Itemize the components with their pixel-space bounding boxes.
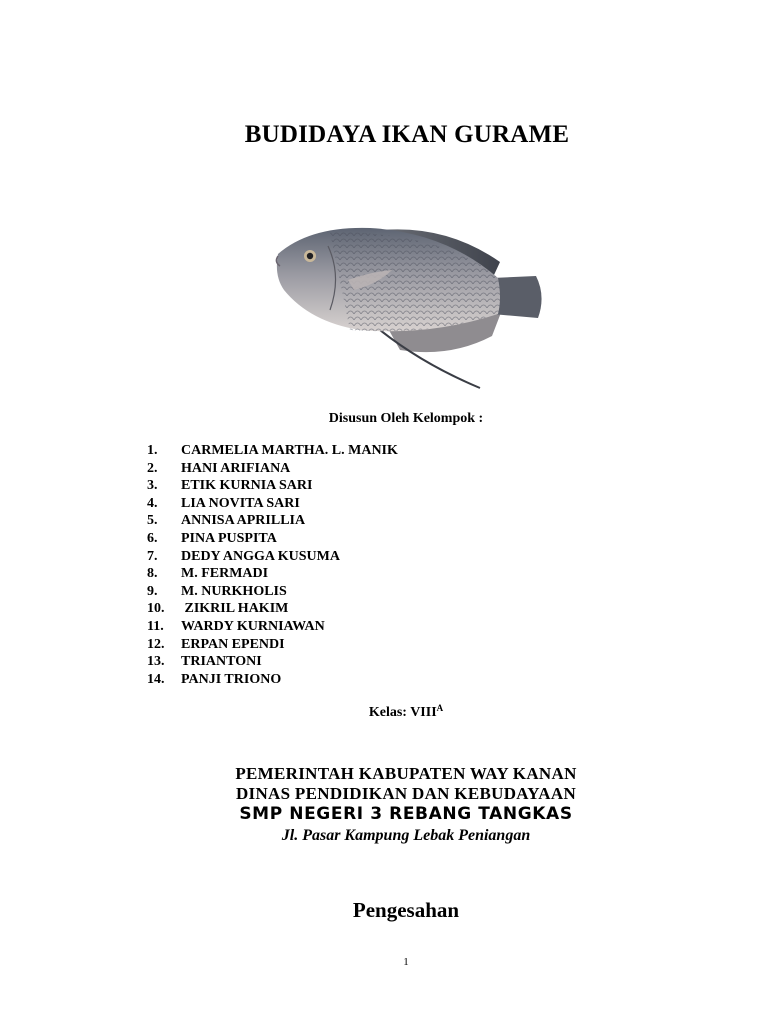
page-number: 1 <box>403 956 409 968</box>
member-name: ETIK KURNIA SARI <box>181 478 313 494</box>
institution-department: DINAS PENDIDIKAN DAN KEBUDAYAAN <box>235 784 577 803</box>
institution-address: Jl. Pasar Kampung Lebak Peniangan <box>281 827 531 844</box>
member-item <box>147 495 398 513</box>
member-item <box>147 512 398 530</box>
member-item <box>147 565 398 583</box>
member-number: 13. <box>147 654 165 670</box>
author-group-label: Disusun Oleh Kelompok : <box>328 411 484 426</box>
gourami-fish-image <box>270 218 550 394</box>
class-superscript: A <box>436 703 444 713</box>
member-name: ZIKRIL HAKIM <box>181 601 289 617</box>
member-item <box>147 530 398 548</box>
member-number: 2. <box>147 460 158 476</box>
member-item <box>147 618 398 636</box>
member-name: PINA PUSPITA <box>181 530 277 546</box>
member-item <box>147 636 398 654</box>
member-name: TRIANTONI <box>181 654 262 670</box>
member-list <box>147 442 398 688</box>
member-number: 6. <box>147 530 158 546</box>
class-label <box>0 703 768 721</box>
member-number: 9. <box>147 583 158 599</box>
member-item <box>147 442 398 460</box>
member-number: 7. <box>147 548 158 564</box>
member-name: CARMELIA MARTHA. L. MANIK <box>181 443 398 458</box>
member-number: 4. <box>147 495 158 511</box>
member-number: 8. <box>147 566 158 582</box>
member-item <box>147 653 398 671</box>
member-name: ANNISA APRILLIA <box>181 513 306 529</box>
member-item <box>147 671 398 689</box>
member-name: M. FERMADI <box>181 566 269 582</box>
member-number: 3. <box>147 478 158 494</box>
member-number: 10. <box>147 601 165 617</box>
institution-government: PEMERINTAH KABUPATEN WAY KANAN <box>235 764 577 783</box>
member-item <box>147 548 398 566</box>
member-name: M. NURKHOLIS <box>181 583 287 599</box>
member-number: 12. <box>147 636 165 652</box>
member-name: LIA NOVITA SARI <box>181 495 300 511</box>
section-heading: Pengesahan <box>352 898 460 922</box>
member-name: HANI ARIFIANA <box>181 460 291 476</box>
member-item <box>147 477 398 495</box>
institution-school: SMP NEGERI 3 REBANG TANGKAS <box>239 804 573 824</box>
member-number: 14. <box>147 671 165 687</box>
member-name: ERPAN EPENDI <box>181 636 285 652</box>
class-name: Kelas: VIII <box>368 705 437 720</box>
member-name: PANJI TRIONO <box>181 671 282 687</box>
member-number: 1. <box>147 443 158 458</box>
member-number: 11. <box>147 618 164 634</box>
member-item <box>147 460 398 478</box>
member-item <box>147 583 398 601</box>
member-name: DEDY ANGGA KUSUMA <box>181 548 340 564</box>
member-number: 5. <box>147 513 158 529</box>
document-title: BUDIDAYA IKAN GURAME <box>244 121 570 148</box>
member-name: WARDY KURNIAWAN <box>181 618 325 634</box>
member-item <box>147 600 398 618</box>
